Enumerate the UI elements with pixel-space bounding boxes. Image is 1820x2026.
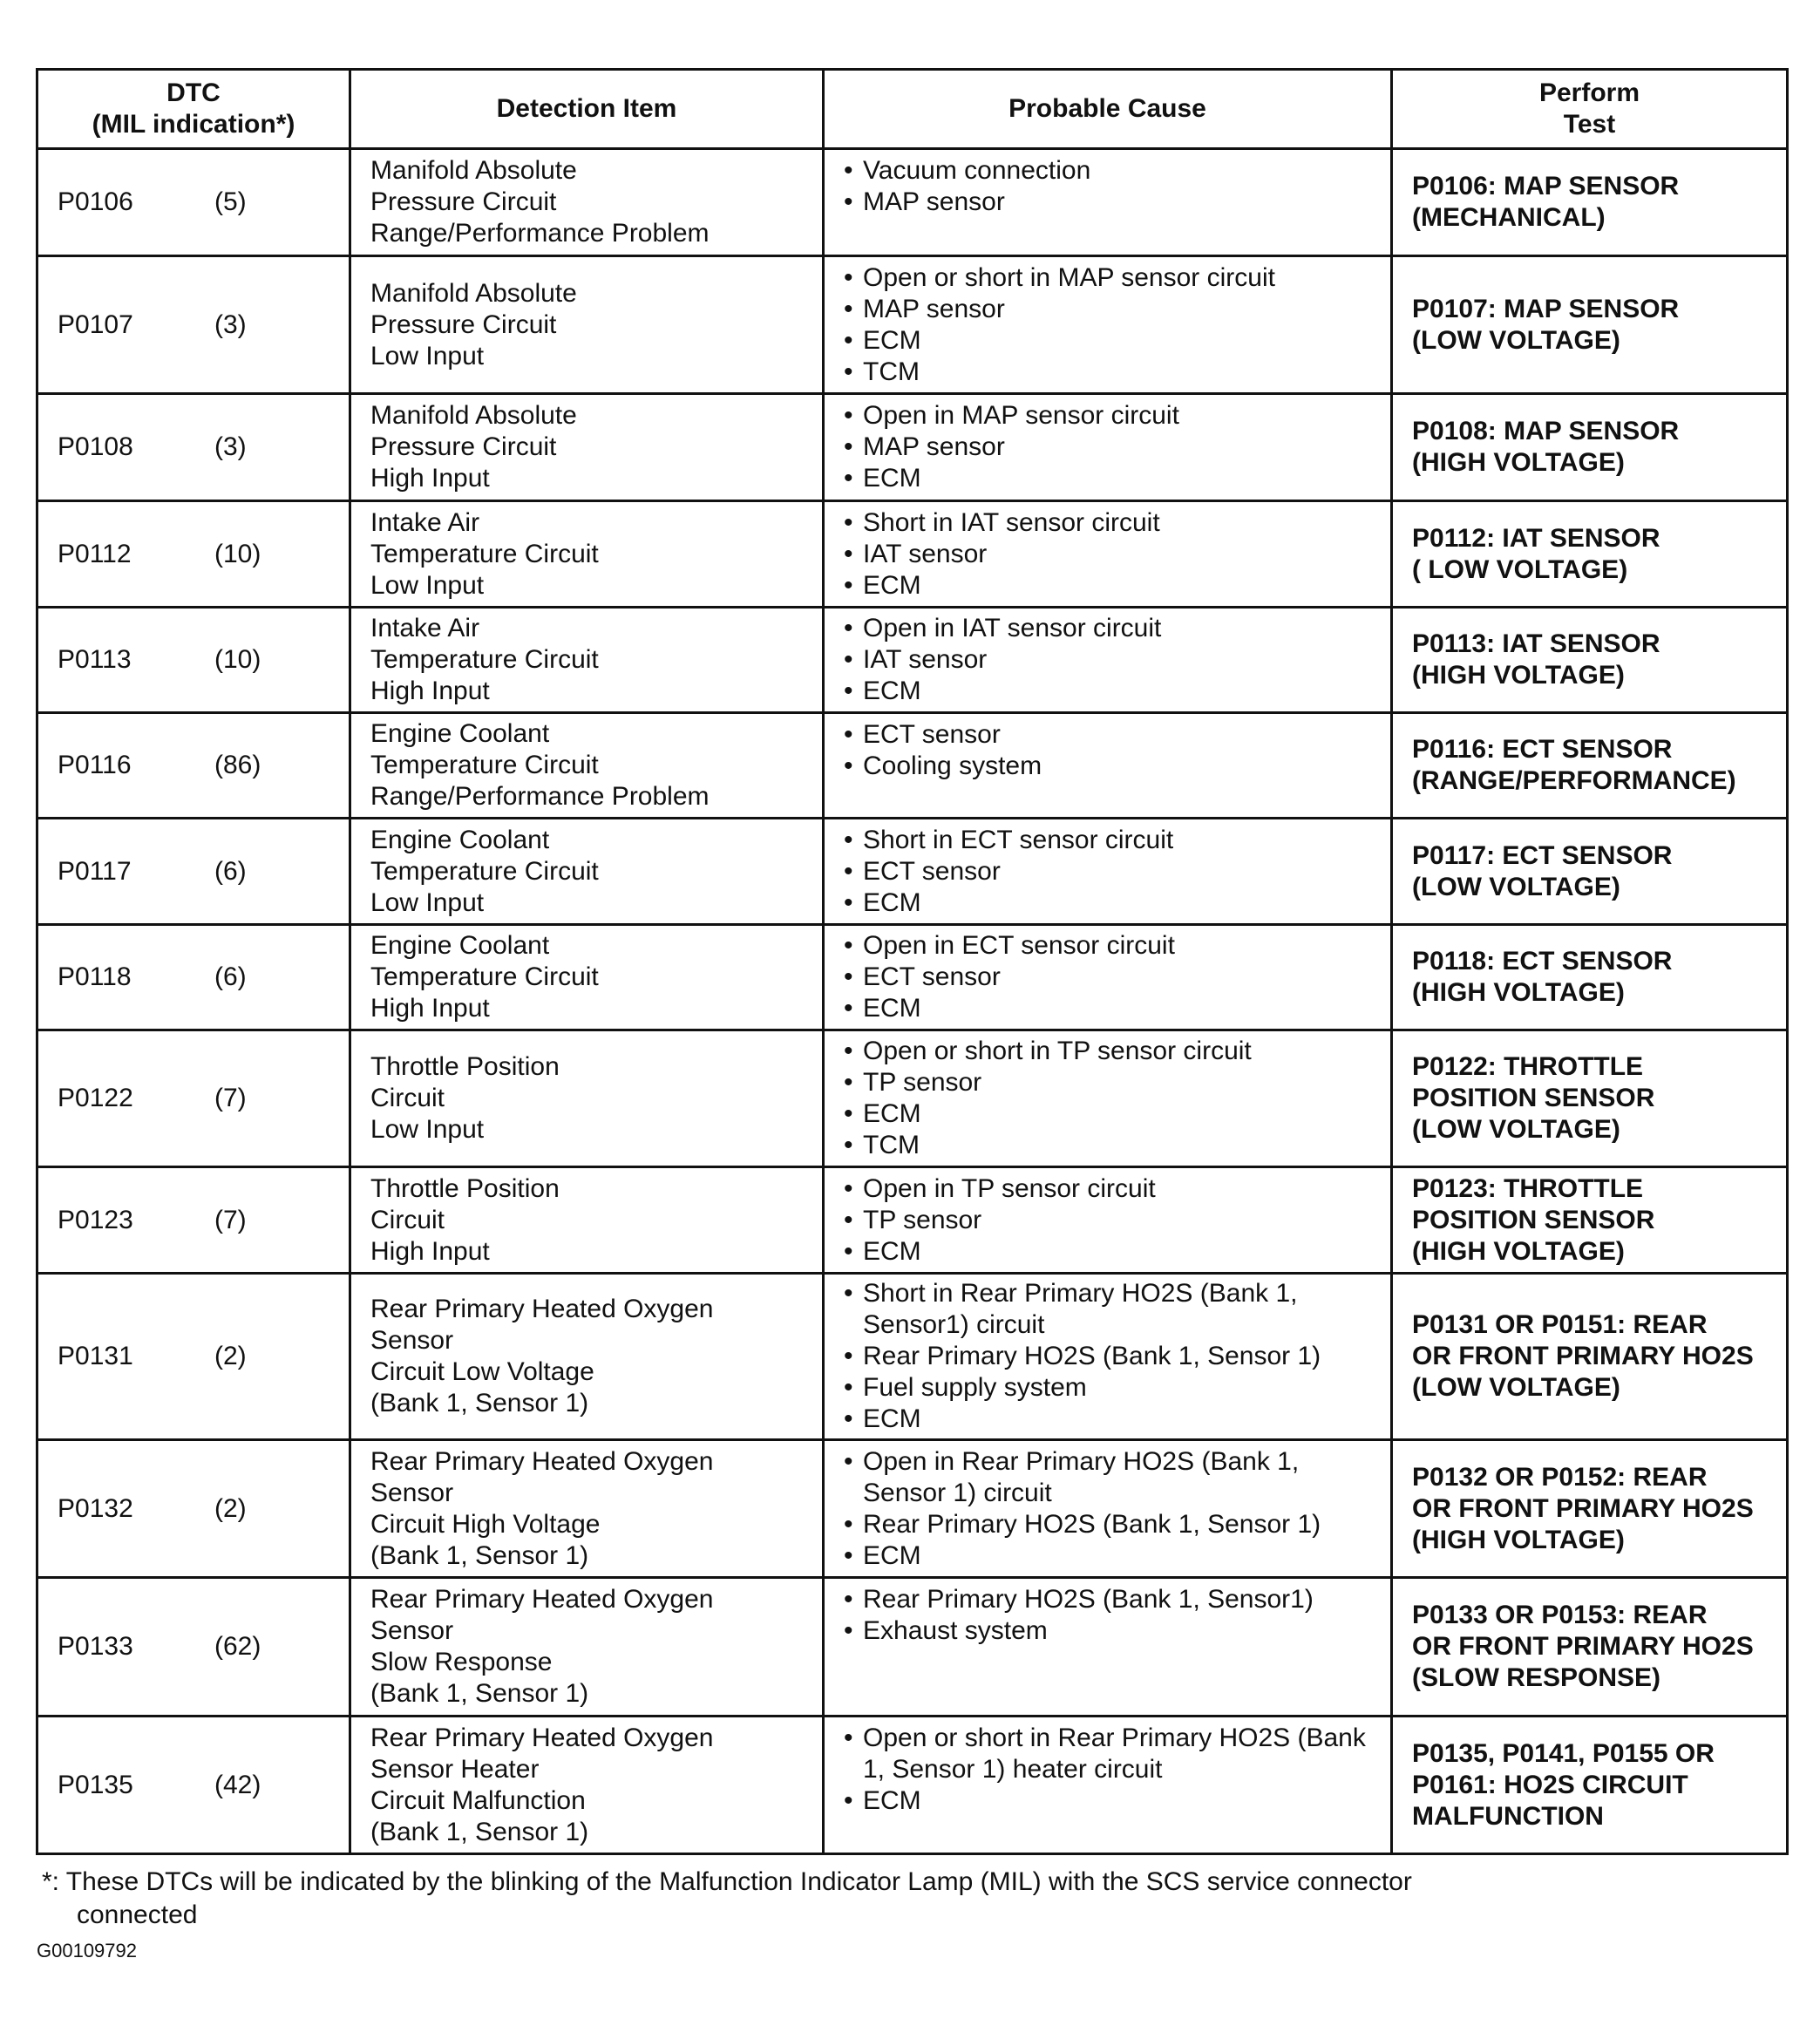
perform-test [1392,394,1788,501]
header-detection-item: Detection Item [350,70,824,149]
dtc-code: P0135 [58,1770,133,1799]
perform-test-line: P0117: ECT SENSOR [1412,840,1673,870]
perform-test [1392,1717,1788,1854]
cause-list [844,155,1371,218]
detection-item [350,1167,824,1274]
cause-item: • MAP sensor [844,187,1371,218]
detection-line: Intake Air [370,507,480,537]
perform-test-line: (MECHANICAL) [1412,203,1606,232]
cause-item: • IAT sensor [844,644,1371,676]
dtc-cell [37,1717,350,1854]
cause-item: • ECM [844,1404,1371,1435]
detection-line: Intake Air [370,614,480,642]
probable-cause [824,394,1392,501]
detection-line: Sensor [370,1326,454,1355]
detection-line: Throttle Position [370,1052,560,1081]
cause-list [844,1173,1371,1268]
perform-test-line: (LOW VOLTAGE) [1412,1115,1620,1144]
perform-test-line: OR FRONT PRIMARY HO2S [1412,1493,1754,1523]
probable-cause [824,501,1392,608]
header-perform-test-line2: Test [1563,110,1616,139]
detection-line: (Bank 1, Sensor 1) [370,1817,589,1846]
cause-item: • ECT sensor [844,962,1371,993]
detection-line: Rear Primary Heated Oxygen [370,1723,714,1752]
detection-item [350,256,824,394]
table-row [37,713,1788,819]
cause-list [844,507,1371,602]
detection-item [350,925,824,1030]
perform-test-line: P0106: MAP SENSOR [1412,172,1680,201]
detection-line: (Bank 1, Sensor 1) [370,1540,589,1570]
probable-cause [824,1274,1392,1440]
dtc-cell-content [58,1083,329,1114]
perform-test-line: (LOW VOLTAGE) [1412,872,1620,901]
mil-indication: (86) [214,751,261,779]
mil-indication: (5) [214,187,247,216]
cause-item: • Short in Rear Primary HO2S (Bank 1, Sensor1) circuit [844,1278,1371,1341]
detection-item [350,501,824,608]
dtc-code: P0108 [58,432,133,461]
cause-list [844,930,1371,1024]
header-dtc-subtitle: (MIL indication*) [92,110,295,139]
perform-test-line: P0122: THROTTLE [1412,1052,1644,1081]
mil-indication: (62) [214,1632,261,1661]
table-row [37,1274,1788,1440]
perform-test-line: (HIGH VOLTAGE) [1412,1236,1625,1266]
cause-list [844,1446,1371,1572]
dtc-cell-content [58,1341,329,1372]
cause-item: • ECM [844,1236,1371,1268]
dtc-code: P0107 [58,309,133,339]
cause-list [844,825,1371,919]
dtc-code: P0117 [58,856,132,886]
cause-item: • Open in Rear Primary HO2S (Bank 1, Sensor 1) circuit [844,1446,1371,1509]
mil-indication: (6) [214,962,247,991]
perform-test-line: (HIGH VOLTAGE) [1412,661,1625,690]
detection-line: High Input [370,994,490,1023]
detection-line: High Input [370,464,490,493]
dtc-cell-content [58,539,329,570]
cause-list [844,1723,1371,1817]
detection-line: Range/Performance Problem [370,219,710,248]
detection-line: Temperature Circuit [370,962,599,991]
dtc-cell [37,1274,350,1440]
perform-test [1392,1274,1788,1440]
dtc-cell [37,1440,350,1578]
dtc-code: P0133 [58,1632,133,1661]
detection-line: Sensor [370,1478,454,1507]
cause-item: • Open or short in TP sensor circuit [844,1036,1371,1067]
perform-test-line: OR FRONT PRIMARY HO2S [1412,1632,1754,1661]
cause-item: • Cooling system [844,751,1371,782]
cause-item: • ECM [844,887,1371,919]
dtc-cell [37,608,350,713]
dtc-code: P0131 [58,1342,133,1370]
perform-test-line: (SLOW RESPONSE) [1412,1663,1661,1692]
table-row [37,501,1788,608]
perform-test-line: (LOW VOLTAGE) [1412,325,1620,355]
perform-test [1392,713,1788,819]
perform-test-line: ( LOW VOLTAGE) [1412,554,1628,584]
detection-item [350,1274,824,1440]
cause-item: • Short in ECT sensor circuit [844,825,1371,856]
detection-item [350,1578,824,1717]
perform-test-line: MALFUNCTION [1412,1801,1604,1831]
perform-test [1392,501,1788,608]
probable-cause [824,713,1392,819]
cause-item: • Open or short in Rear Primary HO2S (Bank 1, Sensor 1) heater circuit [844,1723,1371,1785]
dtc-cell-content [58,1205,329,1236]
table-row [37,925,1788,1030]
perform-test-line: P0133 OR P0153: REAR [1412,1601,1708,1629]
dtc-cell-content [58,644,329,676]
perform-test [1392,608,1788,713]
detection-line: High Input [370,676,490,705]
detection-line: Manifold Absolute [370,156,577,185]
mil-indication: (3) [214,432,247,461]
mil-indication: (2) [214,1493,247,1523]
probable-cause [824,256,1392,394]
cause-list [844,262,1371,388]
footnote [42,1866,1698,1932]
probable-cause [824,1440,1392,1578]
cause-item: • IAT sensor [844,539,1371,570]
perform-test-line: POSITION SENSOR [1412,1084,1655,1112]
detection-line: Throttle Position [370,1173,560,1203]
cause-item: • ECT sensor [844,856,1371,887]
table-row [37,1167,1788,1274]
detection-line: Engine Coolant [370,931,550,960]
footnote-line1: *: These DTCs will be indicated by the blinking of the Malfunction Indicator Lamp (MIL) with the SCS service connector [42,1867,1412,1896]
perform-test-line: (RANGE/PERFORMANCE) [1412,766,1736,795]
detection-line: Engine Coolant [370,825,550,854]
perform-test [1392,149,1788,256]
cause-item: • Fuel supply system [844,1372,1371,1404]
detection-line: Rear Primary Heated Oxygen [370,1585,714,1614]
probable-cause [824,149,1392,256]
detection-item [350,713,824,819]
perform-test [1392,1440,1788,1578]
dtc-cell [37,1578,350,1717]
cause-item: • TP sensor [844,1067,1371,1098]
probable-cause [824,819,1392,925]
detection-line: Circuit High Voltage [370,1509,601,1539]
dtc-code: P0113 [58,645,132,674]
cause-item: • TP sensor [844,1205,1371,1236]
detection-line: Circuit Malfunction [370,1785,586,1815]
detection-line: Circuit [370,1084,445,1112]
dtc-cell-content [58,432,329,463]
cause-item: • TCM [844,357,1371,388]
cause-item: • Open in TP sensor circuit [844,1173,1371,1205]
dtc-cell [37,256,350,394]
dtc-cell-content [58,856,329,887]
perform-test-line: P0112: IAT SENSOR [1412,523,1660,553]
header-probable-cause: Probable Cause [824,70,1392,149]
mil-indication: (10) [214,539,261,568]
cause-item: • ECM [844,570,1371,602]
dtc-code: P0123 [58,1205,133,1234]
dtc-cell-content [58,962,329,993]
dtc-table [36,68,1789,1855]
probable-cause [824,1578,1392,1717]
detection-line: Temperature Circuit [370,751,599,779]
perform-test-line: P0132 OR P0152: REAR [1412,1462,1708,1492]
detection-line: Sensor [370,1616,454,1645]
detection-line: High Input [370,1236,490,1266]
detection-item [350,1030,824,1167]
dtc-cell-content [58,309,329,341]
dtc-cell-content [58,1631,329,1662]
cause-list [844,1036,1371,1161]
perform-test-line: OR FRONT PRIMARY HO2S [1412,1342,1754,1370]
perform-test-line: P0135, P0141, P0155 OR [1412,1738,1715,1768]
dtc-cell [37,1030,350,1167]
dtc-cell [37,501,350,608]
dtc-cell-content [58,1770,329,1801]
perform-test-line: P0116: ECT SENSOR [1412,735,1673,764]
cause-item: • ECM [844,1098,1371,1130]
table-row [37,394,1788,501]
perform-test [1392,819,1788,925]
mil-indication: (10) [214,645,261,674]
mil-indication: (7) [214,1205,247,1234]
detection-item [350,1440,824,1578]
cause-item: • Open or short in MAP sensor circuit [844,262,1371,294]
detection-line: (Bank 1, Sensor 1) [370,1389,589,1418]
detection-line: Slow Response [370,1648,553,1676]
mil-indication: (3) [214,309,247,339]
dtc-code: P0122 [58,1084,133,1112]
cause-item: • ECM [844,1540,1371,1572]
perform-test-line: (HIGH VOLTAGE) [1412,448,1625,477]
dtc-code: P0112 [58,539,132,568]
dtc-cell [37,149,350,256]
table-row [37,1578,1788,1717]
cause-item: • Rear Primary HO2S (Bank 1, Sensor 1) [844,1509,1371,1540]
dtc-cell [37,925,350,1030]
detection-item [350,608,824,713]
perform-test-line: (LOW VOLTAGE) [1412,1373,1620,1402]
table-row [37,1717,1788,1854]
mil-indication: (2) [214,1342,247,1370]
cause-item: • TCM [844,1130,1371,1161]
figure-id: G00109792 [37,1940,137,1961]
dtc-cell-content [58,750,329,781]
perform-test-line: P0107: MAP SENSOR [1412,294,1680,323]
detection-line: Manifold Absolute [370,278,577,308]
header-dtc-title: DTC [166,78,221,107]
detection-line: (Bank 1, Sensor 1) [370,1679,589,1708]
detection-line: Low Input [370,1115,485,1144]
perform-test-line: P0108: MAP SENSOR [1412,417,1680,445]
probable-cause [824,608,1392,713]
cause-item: • Rear Primary HO2S (Bank 1, Sensor 1) [844,1341,1371,1372]
perform-test-line: P0161: HO2S CIRCUIT [1412,1770,1688,1799]
header-perform-test [1392,70,1788,149]
probable-cause [824,1717,1392,1854]
dtc-code: P0116 [58,751,132,779]
footnote-line2: connected [77,1900,198,1929]
dtc-cell [37,819,350,925]
cause-item: • ECM [844,676,1371,707]
perform-test-line: POSITION SENSOR [1412,1205,1655,1234]
mil-indication: (7) [214,1084,247,1112]
detection-line: Low Input [370,570,485,600]
cause-list [844,1278,1371,1435]
perform-test-line: P0113: IAT SENSOR [1412,629,1660,658]
detection-line: Circuit [370,1205,445,1234]
cause-list [844,1584,1371,1647]
cause-list [844,613,1371,707]
table-row [37,608,1788,713]
table-row [37,149,1788,256]
perform-test [1392,1167,1788,1274]
dtc-cell [37,713,350,819]
detection-line: Low Input [370,887,485,917]
cause-item: • Open in MAP sensor circuit [844,400,1371,432]
cause-item: • Open in ECT sensor circuit [844,930,1371,962]
perform-test-line: P0118: ECT SENSOR [1412,947,1673,976]
dtc-cell-content [58,187,329,218]
cause-item: • Exhaust system [844,1615,1371,1647]
detection-line: Temperature Circuit [370,645,599,674]
detection-item [350,819,824,925]
detection-line: Pressure Circuit [370,187,557,216]
detection-item [350,149,824,256]
detection-line: Rear Primary Heated Oxygen [370,1446,714,1476]
cause-item: • Short in IAT sensor circuit [844,507,1371,539]
cause-item: • ECM [844,463,1371,494]
cause-item: • ECM [844,325,1371,357]
detection-line: Manifold Absolute [370,401,577,430]
dtc-code: P0118 [58,962,132,991]
header-row [37,70,1788,149]
detection-line: Circuit Low Voltage [370,1357,594,1386]
probable-cause [824,1030,1392,1167]
perform-test [1392,1030,1788,1167]
detection-line: Rear Primary Heated Oxygen [370,1295,714,1323]
perform-test-line: (HIGH VOLTAGE) [1412,978,1625,1007]
mil-indication: (6) [214,856,247,886]
table-row [37,256,1788,394]
perform-test [1392,256,1788,394]
detection-line: Pressure Circuit [370,432,557,461]
probable-cause [824,925,1392,1030]
cause-item: • MAP sensor [844,432,1371,463]
header-dtc [37,70,350,149]
dtc-cell [37,394,350,501]
detection-line: Pressure Circuit [370,309,557,339]
cause-item: • ECM [844,993,1371,1024]
cause-list [844,400,1371,494]
detection-line: Engine Coolant [370,719,550,748]
table-row [37,819,1788,925]
cause-item: • MAP sensor [844,294,1371,325]
cause-item: • Rear Primary HO2S (Bank 1, Sensor1) [844,1584,1371,1615]
detection-line: Range/Performance Problem [370,782,710,811]
detection-item [350,1717,824,1854]
detection-line: Temperature Circuit [370,539,599,568]
dtc-code: P0132 [58,1493,133,1523]
cause-list [844,719,1371,782]
perform-test-line: P0131 OR P0151: REAR [1412,1310,1708,1339]
detection-line: Low Input [370,341,485,371]
detection-line: Temperature Circuit [370,856,599,886]
table-row [37,1440,1788,1578]
detection-line: Sensor Heater [370,1754,540,1784]
table-row [37,1030,1788,1167]
header-perform-test-line1: Perform [1538,78,1640,107]
cause-item: • Open in IAT sensor circuit [844,613,1371,644]
perform-test-line: (HIGH VOLTAGE) [1412,1525,1625,1554]
cause-item: • Vacuum connection [844,155,1371,187]
cause-item: • ECT sensor [844,719,1371,751]
detection-item [350,394,824,501]
dtc-cell [37,1167,350,1274]
probable-cause [824,1167,1392,1274]
cause-item: • ECM [844,1785,1371,1817]
dtc-code: P0106 [58,187,133,216]
perform-test-line: P0123: THROTTLE [1412,1173,1644,1203]
dtc-cell-content [58,1493,329,1525]
mil-indication: (42) [214,1770,261,1799]
perform-test [1392,1578,1788,1717]
perform-test [1392,925,1788,1030]
